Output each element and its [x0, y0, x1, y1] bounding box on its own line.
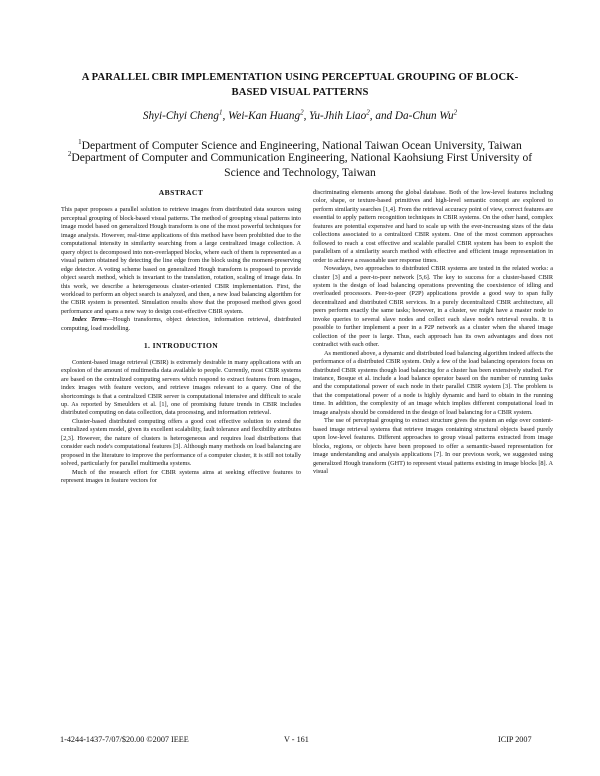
affiliation-sup: 2: [67, 150, 72, 159]
right-column: [313, 189, 553, 476]
index-terms-label: Index Terms: [72, 316, 107, 324]
body-paragraph: The use of perceptual grouping to extract structure gives the system an edge over content-based image retrieval systems that retrieve images containing structural objects based purely upon low-level features. Different approaches to group visual patterns extracted from image blocks, regions, or objects have been proposed to offer a semantic-based representation for image understanding and analysis applications [7]. In our previous work, we suggested using generalized Hough transform (GHT) to represent visual patterns existing in image blocks [8]. A visual: [313, 417, 553, 475]
paper-title: [48, 70, 552, 100]
affiliation-2: [40, 150, 560, 180]
author-sup: 2: [366, 108, 370, 117]
author-name: Wei-Kan Huang: [228, 110, 301, 122]
author-sup: 2: [453, 108, 458, 117]
body-paragraph: As mentioned above, a dynamic and distributed load balancing algorithm indeed affects the performance of a distributed CBIR system. Only a few of the load balancing operators focus on distributed CBIR systems though load balancing for a cluster has been extensively studied. For instance, Bosque et al. include a load balance operator based on the number of running tasks and the computational power of each node in their parallel CBIR system [3]. The problem is that the computational power of a node is highly dynamic and hard to obtain in the running time. In addition, the complexity of an image which implies different computational load in image analysis should be considered in the design of load balancing for a CBIR system.: [313, 349, 553, 416]
body-paragraph: Content-based image retrieval (CBIR) is extremely desirable in many applications with an explosion of the amount of multimedia data available to people. Currently, most CBIR systems are based on the centralized computing servers which respond to extract features from images, index images with feature vectors, and retrieve images relevant to a query. One of the shortcomings is that a centralized CBIR server is computational intensive and difficult to scale up. As reported by Smeulders et al. [1], one of promising future trends in CBIR includes distributed computing on data collection, data processing, and information retrieval.: [61, 358, 301, 417]
author-sep: ,: [222, 110, 229, 122]
footer-page-number: V - 161: [284, 735, 309, 744]
footer-copyright: 1-4244-1437-7/07/$20.00 ©2007 IEEE: [60, 735, 189, 744]
body-paragraph: Much of the research effort for CBIR systems aims at seeking effective features to represent images in feature vectors for: [61, 468, 301, 485]
author-name: Shyi-Chyi Cheng: [142, 110, 219, 122]
affiliation-text-2: Science and Technology, Taiwan: [224, 166, 376, 179]
introduction-heading: 1. INTRODUCTION: [143, 341, 219, 351]
affiliation-text: Department of Computer Science and Engineering, National Taiwan Ocean University, Taiwan: [81, 139, 522, 152]
abstract-heading: ABSTRACT: [158, 188, 204, 197]
abstract-body: This paper proposes a parallel solution to retrieve images from distributed data sources using perceptual grouping of block-based visual patterns. The method of grouping visual patterns into image model based on generalized Hough transform is one of the most powerful techniques for image analysis. However, real-time applications of this method have been prohibited due to the computational intensity in similarity searching from a large centralized image collection. A query object is decomposed into non-overlapped blocks, where each of them is represented as a visual pattern obtained by detecting the line edge from the block using the moment-preserving edge detector. A voting scheme based on generalized Hough transform is proposed to provide object search method, which is invariant to the translation, rotation, scaling of image data. In this work, we describe a heterogeneous cluster-oriented CBIR implementation. First, the workload to perform an object search is analyzed, and then, a new load balancing algorithm for the CBIR system is presented. Simulation results show that the proposed method gives good performance and spans a new way to design cost-effective CBIR system.: [61, 206, 301, 315]
author-sup: 1: [218, 108, 223, 117]
footer-conference: ICIP 2007: [498, 735, 532, 744]
affiliation-text: Department of Computer and Communication Engineering, National Kaohsiung First University of: [71, 151, 533, 164]
body-paragraph: Cluster-based distributed computing offers a good cost effective solution to extend the centralized system model, given its excellent scalability, fault tolerance and flexibility attributes [2,3]. However, the nature of clusters is heterogeneous and requires load distributions that consider each node's computational features [3]. Although many methods on load balancing are proposed in the literature to improve the performance of a computer cluster, it is still not totally solved, particularly for parallel multimedia systems.: [61, 417, 301, 468]
index-terms: [61, 316, 301, 333]
left-column: [61, 189, 301, 486]
author-name: Yu-Jhih Liao: [309, 110, 367, 122]
affiliation-sup: 1: [78, 138, 82, 147]
title-line-1: A PARALLEL CBIR IMPLEMENTATION USING PERCEPTUAL GROUPING OF BLOCK-: [81, 72, 519, 83]
body-paragraph: Nowadays, two approaches to distributed CBIR systems are tested in the related works: a cluster [3] and a peer-to-peer network [5,6]. The key to success for a cluster-based CBIR system is the design of load balancing operations preventing the coexistence of idling and overloaded processors. Peer-to-peer (P2P) applications provide a good way to span fully decentralized and distributed CBIR services. In a purely decentralized CBIR architecture, all peers perform exactly the same tasks; however, in a cluster, we might have a master node to invoke queries to several slave nodes and collect each slave node's retrieval results. It is possible to further implement a peer in a P2P network as a cluster when the shared image collection of the peer is large. Thus, each approach has its own advantages and does not contradict with each other.: [313, 265, 553, 349]
author-sup: 2: [300, 108, 304, 117]
author-sep: , and: [369, 110, 395, 122]
index-terms-text: —Hough transforms, object detection, information retrieval, distributed computing, load modelling.: [61, 316, 301, 332]
author-list: [40, 110, 560, 122]
body-paragraph: discriminating elements among the global database. Both of the low-level features including color, shape, or texture-based primitives and high-level semantic concept are explored to perform similarity searches [1,4]. From the retrieval accuracy point of view, correct features are essential to apply pattern recognition techniques in CBIR systems. On the other hand, complex features are potential expensive and hard to scale up with the ever-increasing sizes of the data collections associated to a centralized CBIR system. One of the most common approaches followed to reach a cost effective and scalable parallel CBIR system has been to exploit the parallelism of a similarity search method with effective and efficient image representation in order to achieve a reasonable user response times.: [313, 189, 553, 264]
author-name: Da-Chun Wu: [394, 110, 454, 122]
author-sep: ,: [303, 110, 310, 122]
title-line-2: BASED VISUAL PATTERNS: [231, 87, 369, 98]
